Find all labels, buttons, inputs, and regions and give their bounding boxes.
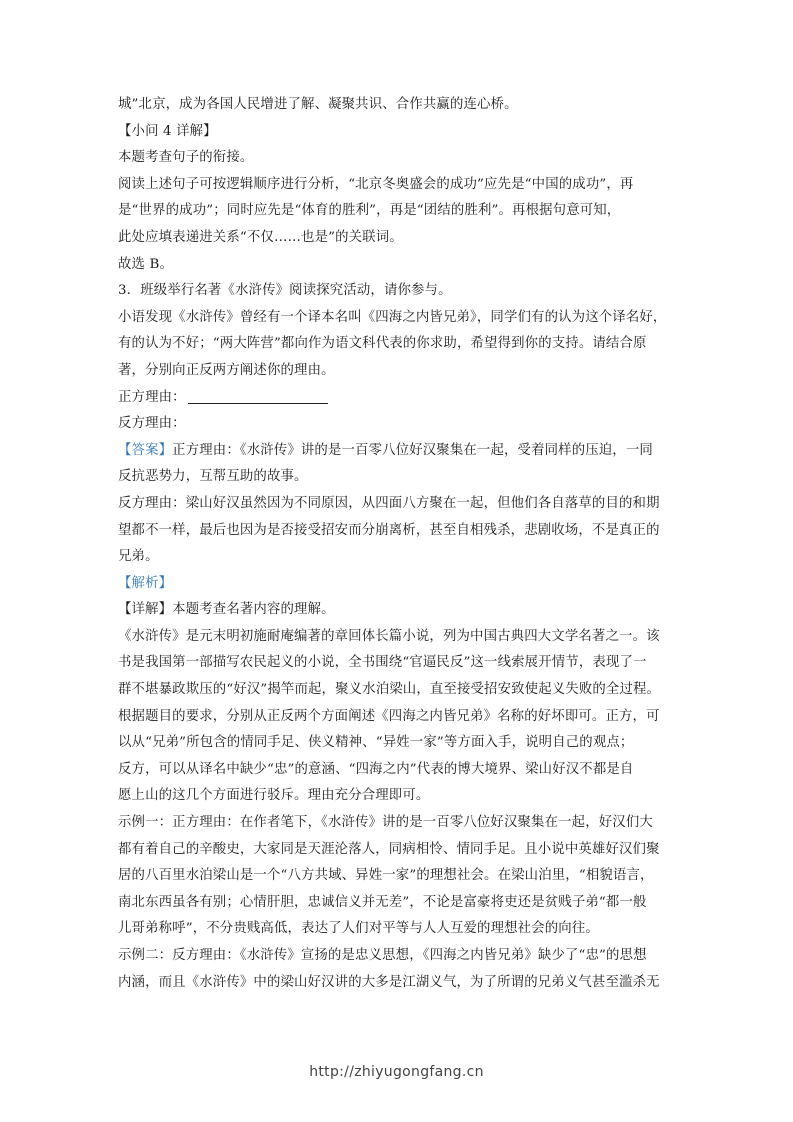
text-line: 都有着自己的辛酸史，大家同是天涯沦落人，同病相怜、情同手足。且小说中英雄好汉们聚 — [118, 841, 660, 857]
con-reason-label: 反方理由： — [118, 416, 186, 432]
text-line: 兄弟。 — [118, 549, 159, 565]
text-line: 有的认为不好；“两大阵营”都向作为语文科代表的你求助，希望得到你的支持。请结合原 — [118, 336, 647, 352]
text-line: 反方，可以从译名中缺少“忠”的意涵、“四海之内”代表的博大境界、梁山好汉不都是自 — [118, 761, 634, 777]
text-line: 愿上山的这几个方面进行驳斥。理由充分合理即可。 — [118, 788, 430, 804]
pro-reason-label: 正方理由： — [118, 389, 186, 405]
text-line: 居的八百里水泊梁山是一个“八方共域、异姓一家”的理想社会。在梁山泊里，“相貌语言， — [118, 868, 654, 884]
text-line: 是“世界的成功”；同时应先是“体育的胜利”，再是“团结的胜利”。再根据句意可知， — [118, 203, 621, 219]
text-line: 示例二：反方理由：《水浒传》宣扬的是忠义思想，《四海之内皆兄弟》缺少了“忠”的思想 — [118, 948, 647, 963]
section-heading: 【小问 4 详解】 — [118, 123, 217, 139]
text-line: 书是我国第一部描写农民起义的小说，全书围绕“官逼民反”这一线索展开情节，表现了一 — [118, 655, 647, 671]
detail-text: 本题考查名著内容的理解。 — [172, 602, 335, 618]
answer-blank-row — [118, 385, 680, 412]
text-line: 本题考查句子的衔接。 — [118, 150, 254, 166]
text-line: 著，分别向正反两方阐述你的理由。 — [118, 362, 335, 378]
footer-url: http://zhiyugongfang.cn — [309, 1064, 484, 1080]
text-line: 根据题目的要求，分别从正反两个方面阐述《四海之内皆兄弟》名称的好坏即可。正方，可 — [118, 708, 660, 724]
answer-tag: 【答案】 — [118, 442, 173, 458]
text-line: 群不堪暴政欺压的“好汉”揭竿而起，聚义水泊梁山，直至接受招安致使起义失败的全过程。 — [118, 682, 661, 698]
text-line: 反抗恶势力，互帮互助的故事。 — [118, 469, 308, 485]
answer-text: 正方理由：《水浒传》讲的是一百零八位好汉聚集在一起，受着同样的压迫，一同 — [172, 442, 653, 458]
text-line: 儿哥弟称呼”，不分贵贱高低，表达了人们对平等与人人互爱的理想社会的向往。 — [118, 921, 599, 937]
text-line: 以从“兄弟”所包含的情同手足、侠义精神、“异姓一家”等方面入手，说明自己的观点； — [118, 735, 634, 751]
text-line: 小语发现《水浒传》曾经有一个译本名叫《四海之内皆兄弟》，同学们有的认为这个译名好， — [118, 309, 667, 325]
text-line: 示例一：正方理由：在作者笔下，《水浒传》讲的是一百零八位好汉聚集在一起，好汉们大 — [118, 815, 653, 831]
text-line: 故选 B。 — [118, 256, 174, 272]
detail-line — [118, 597, 680, 624]
detail-tag: 【详解】 — [118, 602, 173, 618]
text-line: 此处应填表递进关系“不仅……也是”的关联词。 — [118, 229, 403, 245]
document-body — [118, 92, 680, 996]
text-line: 望都不一样，最后也因为是否接受招安而分崩离析，甚至自相残杀，悲剧收场，不是真正的 — [118, 522, 660, 538]
analysis-tag: 【解析】 — [118, 575, 173, 591]
answer-line — [118, 438, 680, 465]
text-line: 《水浒传》是元末明初施耐庵编著的章回体长篇小说，列为中国古典四大文学名著之一。该 — [118, 628, 660, 644]
question-title: 3．班级举行名著《水浒传》阅读探究活动，请你参与。 — [118, 283, 452, 299]
text-line: 内涵，而且《水浒传》中的梁山好汉讲的大多是江湖义气，为了所谓的兄弟义气甚至滥杀无 — [118, 974, 660, 990]
text-line: 阅读上述句子可按逻辑顺序进行分析，“北京冬奥盛会的成功”应先是“中国的成功”，再 — [118, 176, 634, 192]
answer-blank-line — [188, 388, 328, 404]
text-line: 城”北京，成为各国人民增进了解、凝聚共识、合作共赢的连心桥。 — [118, 97, 518, 112]
text-line: 南北东西虽各有别；心情肝胆，忠诚信义并无差”，不论是富豪将吏还是贫贱子弟“都一般 — [118, 894, 647, 910]
text-line: 反方理由：梁山好汉虽然因为不同原因，从四面八方聚在一起，但他们各自落草的目的和期 — [118, 495, 660, 511]
